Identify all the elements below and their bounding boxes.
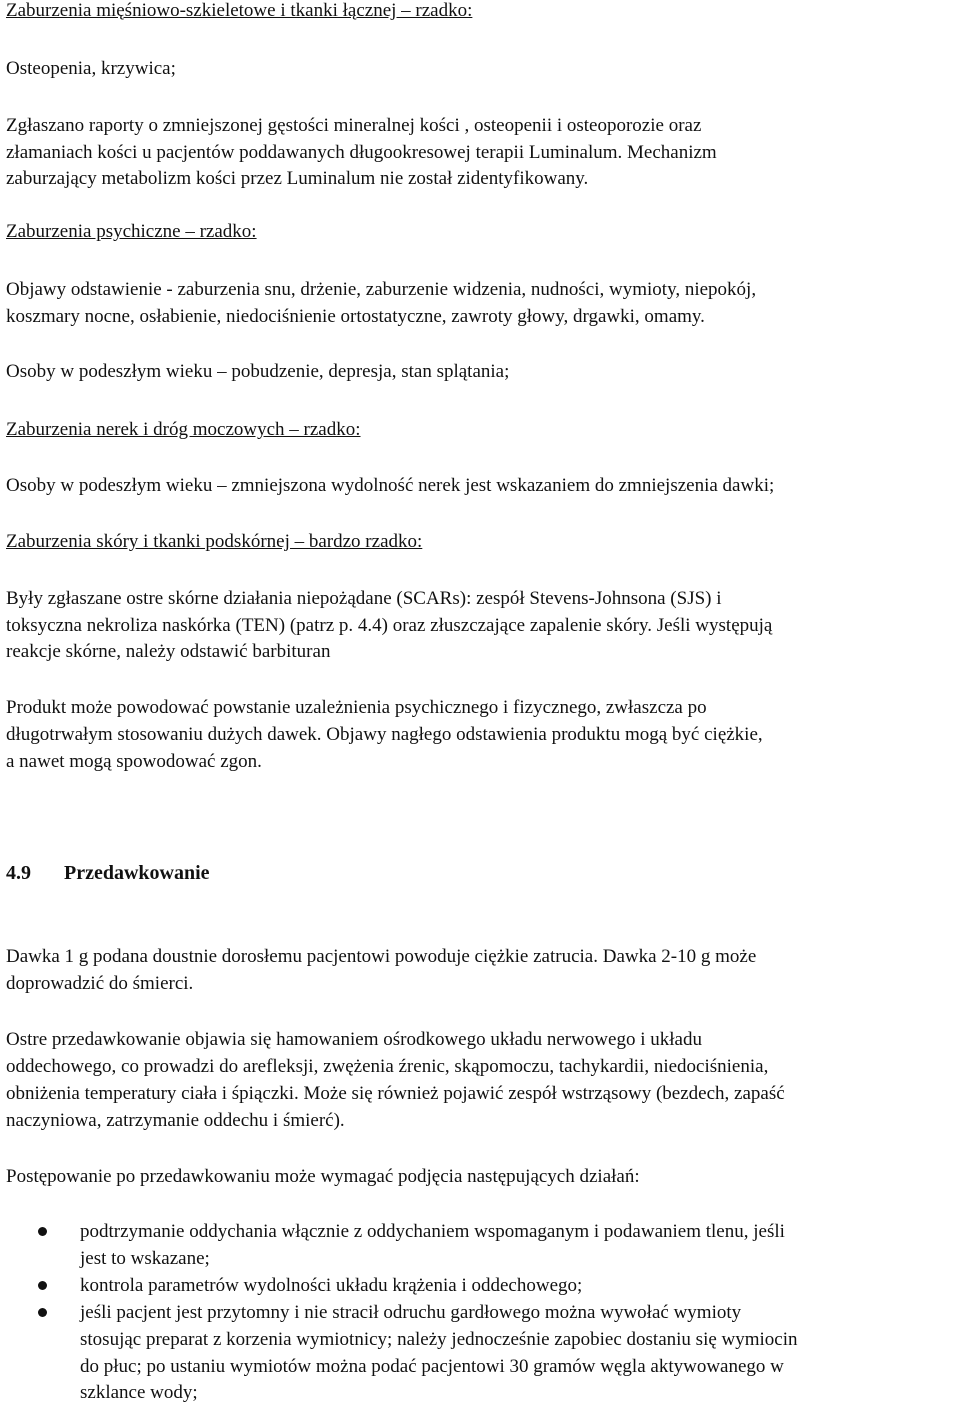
bullet-icon: [38, 1281, 47, 1290]
list-item-line: jeśli pacjent jest przytomny i nie stracił odruchu gardłowego można wywołać wymioty: [80, 1302, 742, 1323]
section-heading-psychiatric: Zaburzenia psychiczne – rzadko:: [6, 221, 257, 242]
bullet-icon: [38, 1227, 47, 1236]
list-item-line: podtrzymanie oddychania włącznie z oddychaniem wspomaganym i podawaniem tlenu, jeśli: [80, 1221, 785, 1242]
paragraph-line: naczyniowa, zatrzymanie oddechu i śmierć).: [6, 1110, 345, 1131]
paragraph-line: koszmary nocne, osłabienie, niedociśnienie ortostatyczne, zawroty głowy, drgawki, omamy.: [6, 306, 705, 327]
section-heading-musculoskeletal: Zaburzenia mięśniowo-szkieletowe i tkanki łącznej – rzadko:: [6, 0, 473, 21]
paragraph-line: Produkt może powodować powstanie uzależnienia psychicznego i fizycznego, zwłaszcza po: [6, 697, 707, 718]
list-item-line: do płuc; po ustaniu wymiotów można podać pacjentowi 30 gramów węgla aktywowanego w: [80, 1356, 784, 1377]
section-title: Przedawkowanie: [64, 862, 210, 884]
paragraph-line: zaburzający metabolizm kości przez Luminalum nie został zidentyfikowany.: [6, 168, 589, 189]
elderly-psychiatric-note: Osoby w podeszłym wieku – pobudzenie, depresja, stan splątania;: [6, 361, 510, 382]
list-item-line: jest to wskazane;: [80, 1248, 210, 1269]
paragraph-line: reakcje skórne, należy odstawić barbituran: [6, 641, 331, 662]
paragraph-line: Objawy odstawienie - zaburzenia snu, drżenie, zaburzenie widzenia, nudności, wymioty, niepokój,: [6, 279, 757, 300]
paragraph-line: oddechowego, co prowadzi do arefleksji, zwężenia źrenic, skąpomoczu, tachykardii, niedociśnienia,: [6, 1056, 769, 1077]
paragraph-line: Były zgłaszane ostre skórne działania niepożądane (SCARs): zespół Stevens-Johnsona (SJS) i: [6, 588, 722, 609]
list-item-line: stosując preparat z korzenia wymiotnicy; należy jednocześnie zapobiec dostaniu się wymiocin: [80, 1329, 798, 1350]
procedure-intro: Postępowanie po przedawkowaniu może wymagać podjęcia następujących działań:: [6, 1166, 640, 1187]
paragraph-line: Dawka 1 g podana doustnie dorosłemu pacjentowi powoduje ciężkie zatrucia. Dawka 2-10 g może: [6, 946, 757, 967]
paragraph-line: złamaniach kości u pacjentów poddawanych długookresowej terapii Luminalum. Mechanizm: [6, 142, 717, 163]
paragraph-line: Ostre przedawkowanie objawia się hamowaniem ośrodkowego układu nerwowego i układu: [6, 1029, 702, 1050]
paragraph-line: obniżenia temperatury ciała i śpiączki. Może się również pojawić zespół wstrząsowy (bezdech, zapaść: [6, 1083, 785, 1104]
list-item-line: szklance wody;: [80, 1382, 198, 1403]
elderly-renal-note: Osoby w podeszłym wieku – zmniejszona wydolność nerek jest wskazaniem do zmniejszenia dawki;: [6, 475, 775, 496]
paragraph-line: długotrwałym stosowaniu dużych dawek. Objawy nagłego odstawienia produktu mogą być ciężkie,: [6, 724, 763, 745]
bullet-icon: [38, 1308, 47, 1317]
paragraph-line: a nawet mogą spowodować zgon.: [6, 751, 262, 772]
section-number: 4.9: [6, 862, 31, 884]
paragraph-line: doprowadzić do śmierci.: [6, 973, 194, 994]
section-heading-overdose: [6, 860, 210, 886]
musculoskeletal-item: Osteopenia, krzywica;: [6, 58, 176, 79]
section-heading-renal: Zaburzenia nerek i dróg moczowych – rzadko:: [6, 419, 361, 440]
paragraph-line: toksyczna nekroliza naskórka (TEN) (patrz p. 4.4) oraz złuszczające zapalenie skóry. Jeśli występują: [6, 615, 773, 636]
paragraph-line: Zgłaszano raporty o zmniejszonej gęstości mineralnej kości , osteopenii i osteoporozie oraz: [6, 115, 702, 136]
list-item-line: kontrola parametrów wydolności układu krążenia i oddechowego;: [80, 1275, 583, 1296]
section-heading-skin: Zaburzenia skóry i tkanki podskórnej – bardzo rzadko:: [6, 531, 423, 552]
